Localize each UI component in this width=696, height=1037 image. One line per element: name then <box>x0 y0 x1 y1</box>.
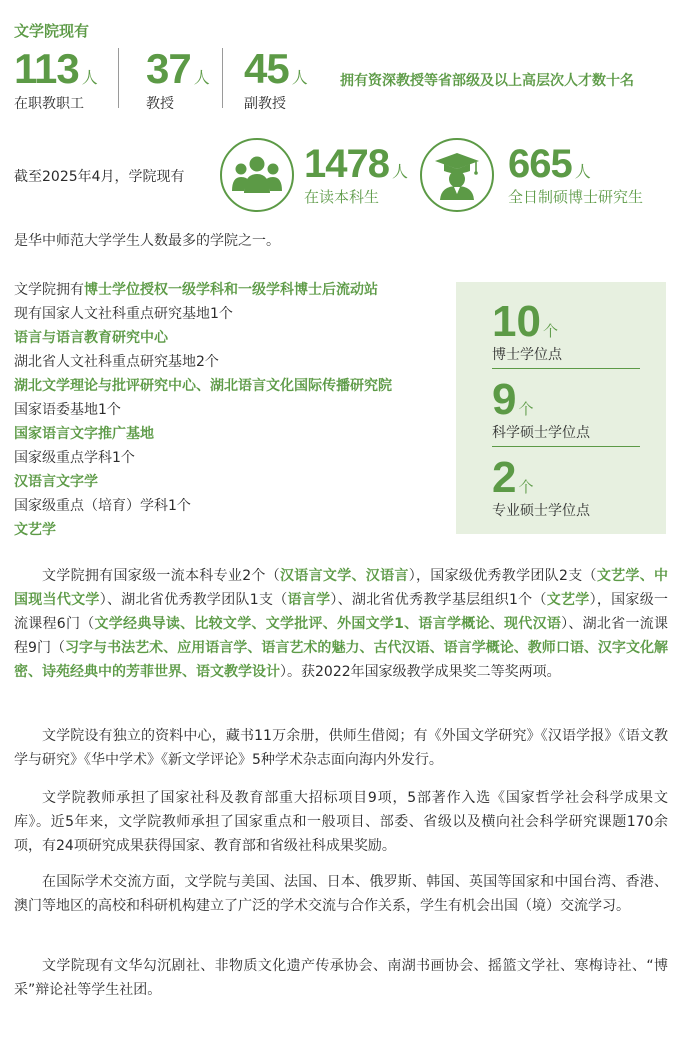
degree-unit: 个 <box>518 479 534 496</box>
undergrad-badge <box>220 138 294 212</box>
stat-associate-professors <box>244 45 308 113</box>
discipline-line: 国家级重点学科1个 <box>14 450 135 466</box>
stat-professors <box>146 45 210 113</box>
highlight-run: 汉语言文学、汉语言 <box>280 568 409 584</box>
library-paragraph: 文学院设有独立的资料中心，藏书11万余册，供师生借阅；有《外国文学研究》《汉语学报》《语文教学与研究》《华中学术》《新文学评论》5种学术杂志面向海内外发行。 <box>14 728 668 768</box>
stat-postgraduates <box>508 144 643 207</box>
talent-note: 拥有资深教授等省部级及以上高层次人才数十名 <box>340 73 634 89</box>
intro-highlight: 博士学位授权一级学科和一级学科博士后流动站 <box>84 282 378 298</box>
degree-label: 科学硕士学位点 <box>492 425 590 441</box>
stat-unit: 人 <box>391 162 408 181</box>
text-run: ）、湖北省优秀教学团队1支（ <box>99 592 288 608</box>
discipline-line: 语言与语言教育研究中心 <box>14 330 168 346</box>
highlight-run: 文学经典导读、比较文学、文学批评、外国文学1、语言学概论、现代汉语 <box>94 616 562 632</box>
text-run: ），国家级优秀教学团队2支（ <box>408 568 597 584</box>
graduate-icon <box>432 150 482 200</box>
degree-unit: 个 <box>542 323 558 340</box>
degree-label: 专业硕士学位点 <box>492 503 590 519</box>
graduate-badge <box>420 138 494 212</box>
stat-label: 在职教职工 <box>14 96 84 112</box>
degree-label: 博士学位点 <box>492 347 562 363</box>
discipline-line: 湖北文学理论与批评研究中心、湖北语言文化国际传播研究院 <box>14 378 392 394</box>
discipline-line: 文艺学 <box>14 522 56 538</box>
stat-number: 665 <box>508 142 572 186</box>
discipline-line: 汉语言文字学 <box>14 474 98 490</box>
highlight-run: 文艺学 <box>546 592 590 608</box>
text-run: ）、湖北省一流课程9门（ <box>14 616 668 656</box>
degree-number <box>492 453 534 502</box>
clubs-paragraph: 文学院现有文华勾沉剧社、非物质文化遗产传承协会、南湖书画协会、摇篮文学社、寒梅诗社、“博采”辩论社等学生社团。 <box>14 958 668 998</box>
exchange-paragraph: 在国际学术交流方面，文学院与美国、法国、日本、俄罗斯、韩国、英国等国家和中国台湾、香港、澳门等地区的高校和科研机构建立了广泛的学术交流与合作关系，学生有机会出国（境）交流学习。 <box>14 874 668 914</box>
stat-unit: 人 <box>81 68 98 87</box>
text-run: ）。获2022年国家级教学成果奖二等奖两项。 <box>280 664 561 680</box>
degree-number <box>492 375 534 424</box>
stat-label: 全日制硕博士研究生 <box>508 188 644 206</box>
divider <box>118 48 119 108</box>
degree-value: 10 <box>492 297 541 346</box>
discipline-line: 现有国家人文社科重点研究基地1个 <box>14 306 233 322</box>
degree-points-panel <box>456 282 666 534</box>
stat-number: 1478 <box>304 142 389 186</box>
text-run: ）、湖北省优秀教学基层组织1个（ <box>330 592 547 608</box>
stat-number: 45 <box>244 45 289 92</box>
discipline-line: 国家级重点（培育）学科1个 <box>14 498 191 514</box>
teaching-paragraph <box>14 564 668 684</box>
intro-prefix: 文学院拥有 <box>14 282 84 298</box>
degree-unit: 个 <box>518 401 534 418</box>
divider <box>222 48 223 108</box>
highlight-run: 文艺学、中国现当代文学 <box>14 568 669 608</box>
panel-divider <box>492 368 640 369</box>
panel-divider <box>492 446 640 447</box>
stat-unit: 人 <box>193 68 210 87</box>
as-of-text: 截至2025年4月，学院现有 <box>14 169 185 185</box>
degree-value: 9 <box>492 375 517 424</box>
largest-note: 是华中师范大学学生人数最多的学院之一。 <box>14 233 280 249</box>
highlight-run: 习字与书法艺术、应用语言学、语言艺术的魅力、古代汉语、语言学概论、教师口语、汉字文化解密、诗苑经典中的芳菲世界、语文教学设计 <box>14 640 668 680</box>
text-run: 文学院拥有国家级一流本科专业2个（ <box>42 568 280 584</box>
discipline-line: 国家语言文字推广基地 <box>14 426 154 442</box>
group-people-icon <box>231 153 283 197</box>
stat-number: 37 <box>146 45 191 92</box>
degree-value: 2 <box>492 453 517 502</box>
discipline-line: 国家语委基地1个 <box>14 402 121 418</box>
stat-unit: 人 <box>574 162 591 181</box>
stat-label: 教授 <box>146 96 174 112</box>
discipline-line: 湖北省人文社科重点研究基地2个 <box>14 354 219 370</box>
stat-label: 副教授 <box>244 96 286 112</box>
stat-unit: 人 <box>291 68 308 87</box>
stat-label: 在读本科生 <box>304 188 380 206</box>
research-paragraph: 文学院教师承担了国家社科及教育部重大招标项目9项，5部著作入选《国家哲学社会科学成果文库》。近5年来，文学院教师承担了国家重点和一般项目、部委、省级以及横向社会科学研究课题170余项，有24项研究成果获得国家、教育部和省级社科成果奖励。 <box>14 790 668 854</box>
stat-number: 113 <box>14 45 79 92</box>
stat-staff-total <box>14 45 98 113</box>
disciplines-intro <box>14 278 378 302</box>
highlight-run: 语言学 <box>287 592 331 608</box>
stat-undergraduates <box>304 144 408 207</box>
text-run: ），国家级一流课程6门（ <box>14 592 668 632</box>
degree-number <box>492 297 558 346</box>
page-heading: 文学院现有 <box>14 22 90 40</box>
